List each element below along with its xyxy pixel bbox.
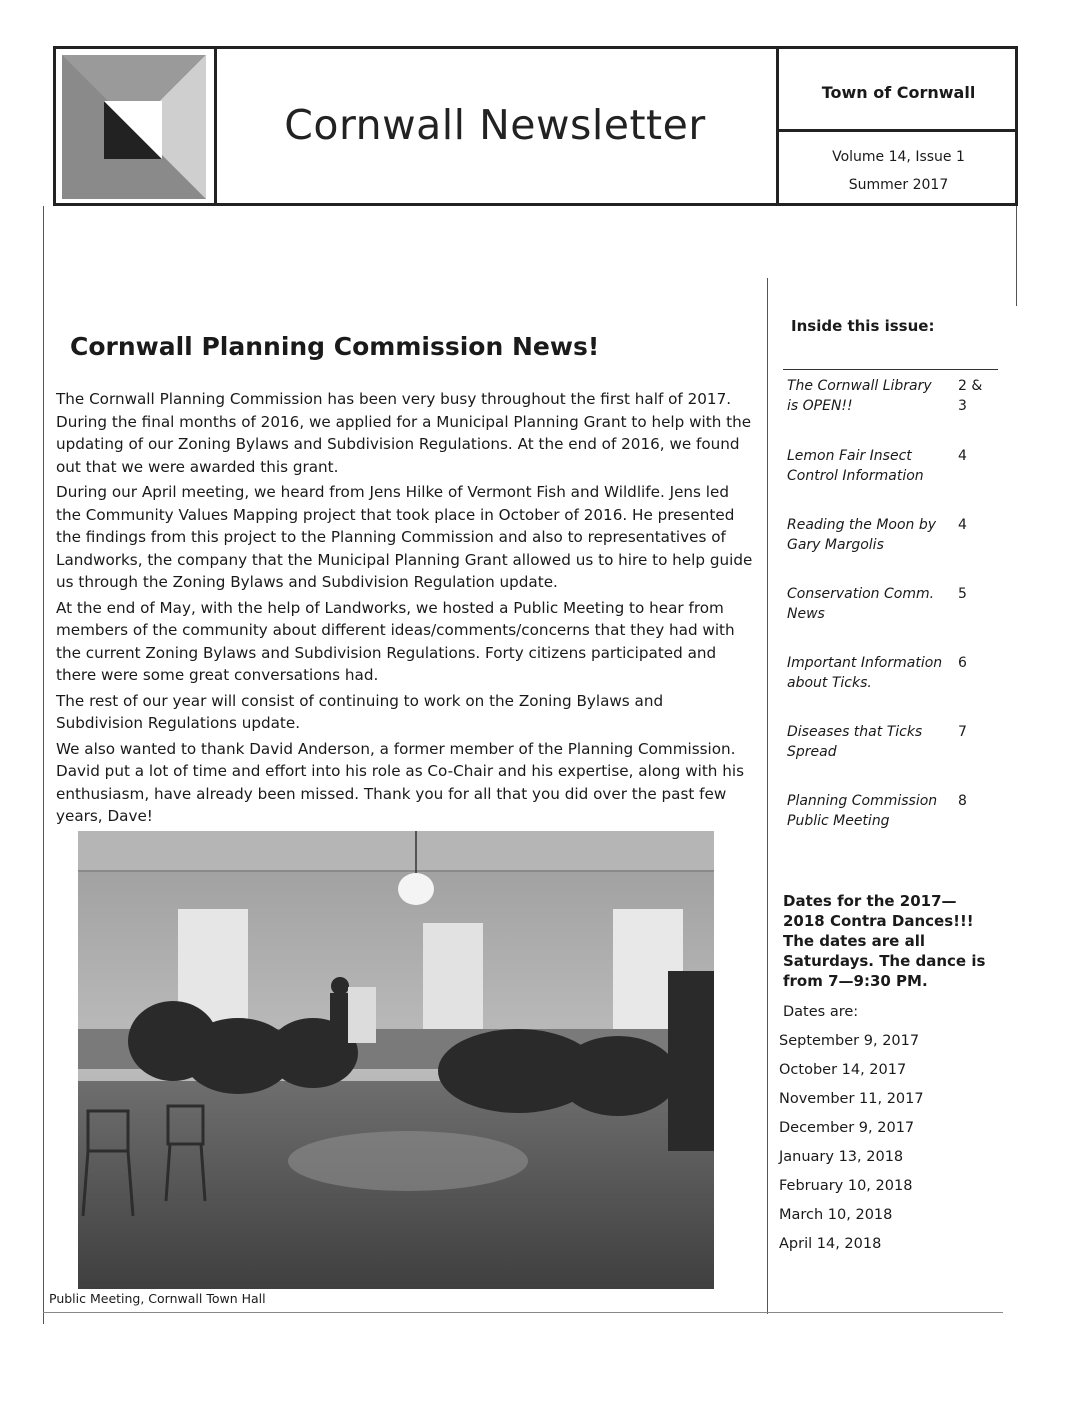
toc-item-page: 4 [958, 517, 967, 533]
volume-issue: Volume 14, Issue 1 [832, 149, 965, 165]
article-title: Cornwall Planning Commission News! [70, 332, 600, 361]
toc-item-title: The Cornwall Library is OPEN!! [787, 378, 932, 414]
article-body [56, 388, 754, 831]
toc-item-title: Diseases that Ticks Spread [787, 724, 923, 760]
bottom-frame-rule [43, 1312, 1003, 1313]
divider [783, 369, 998, 370]
sidebar-divider [767, 278, 768, 1314]
right-frame-rule [1016, 206, 1017, 306]
newsletter-logo [56, 49, 217, 203]
dance-date: February 10, 2018 [779, 1178, 913, 1194]
article-paragraph: At the end of May, with the help of Landworks, we hosted a Public Meeting to hear from members of the community about different ideas/comments/concerns that they had with the current Zoning Bylaws and Subdivision Regulations. Forty citizens participated and there were some great conversations had. [56, 598, 735, 684]
toc-item-title: Planning Commission Public Meeting [787, 793, 938, 829]
photo-caption: Public Meeting, Cornwall Town Hall [49, 1291, 266, 1306]
dance-date: November 11, 2017 [779, 1091, 924, 1107]
article-paragraph: The Cornwall Planning Commission has been very busy throughout the first half of 2017. During the final months of 2016, we applied for a Municipal Planning Grant to help with the updating of our Zoning Bylaws and Subdivision Regulations. At the end of 2016, we found out that we were awarded this grant. [56, 390, 752, 476]
toc-item[interactable] [787, 791, 1002, 851]
dance-date: December 9, 2017 [779, 1120, 915, 1136]
masthead-town-box [776, 49, 1018, 203]
logo-triangles-icon [56, 49, 211, 203]
toc-item-title: Important Information about Ticks. [787, 655, 943, 691]
article-paragraph: The rest of our year will consist of continuing to work on the Zoning Bylaws and Subdivision Regulations update. [56, 691, 664, 732]
newsletter-title: Cornwall Newsletter [284, 101, 706, 149]
toc-item-page: 7 [958, 724, 967, 740]
toc-item-page: 2 & 3 [958, 378, 983, 414]
toc-item-page: 8 [958, 793, 967, 809]
dance-date: January 13, 2018 [779, 1149, 904, 1165]
dance-date: March 10, 2018 [779, 1207, 893, 1223]
toc-item[interactable] [787, 446, 1002, 506]
toc-item-page: 5 [958, 586, 967, 602]
toc-item-title: Conservation Comm. News [787, 586, 935, 622]
contra-dances-heading: Dates for the 2017—2018 Contra Dances!!! The dates are all Saturdays. The dance is from 7—9:30 PM. [783, 892, 986, 990]
toc-item[interactable] [787, 376, 1002, 436]
toc-item-title: Reading the Moon by Gary Margolis [787, 517, 937, 553]
inside-this-issue-heading: Inside this issue: [791, 317, 935, 335]
dates-label: Dates are: [783, 1004, 859, 1020]
toc-item-page: 4 [958, 448, 967, 464]
article-paragraph: During our April meeting, we heard from Jens Hilke of Vermont Fish and Wildlife. Jens led the Community Values Mapping project that took place in October of 2016. He presented the findings from this project to the Planning Commission and also to representatives of Landworks, the company that the Municipal Planning Grant allowed us to hire to help guide us through the Zoning Bylaws and Subdivision Regulation update. [56, 483, 753, 591]
toc-item[interactable] [787, 584, 1002, 644]
article-paragraph: We also wanted to thank David Anderson, a former member of the Planning Commission. David put a lot of time and effort into his role as Co-Chair and his expertise, along with his enthusiasm, have already been missed. Thank you for all that you did over the past few years, Dave! [56, 739, 745, 825]
toc-item-page: 6 [958, 655, 967, 671]
dance-date: April 14, 2018 [779, 1236, 882, 1252]
toc-item[interactable] [787, 722, 1002, 782]
toc-item[interactable] [787, 653, 1002, 713]
left-frame-rule [43, 206, 44, 1324]
dance-date: October 14, 2017 [779, 1062, 907, 1078]
toc-item-title: Lemon Fair Insect Control Information [787, 448, 924, 484]
dance-date: September 9, 2017 [779, 1033, 920, 1049]
public-meeting-photo [78, 831, 714, 1289]
issue-season: Summer 2017 [848, 177, 949, 193]
divider [779, 129, 1018, 132]
toc-item[interactable] [787, 515, 1002, 575]
masthead-title-box [214, 49, 776, 203]
town-name: Town of Cornwall [821, 83, 976, 102]
masthead [53, 46, 1018, 206]
